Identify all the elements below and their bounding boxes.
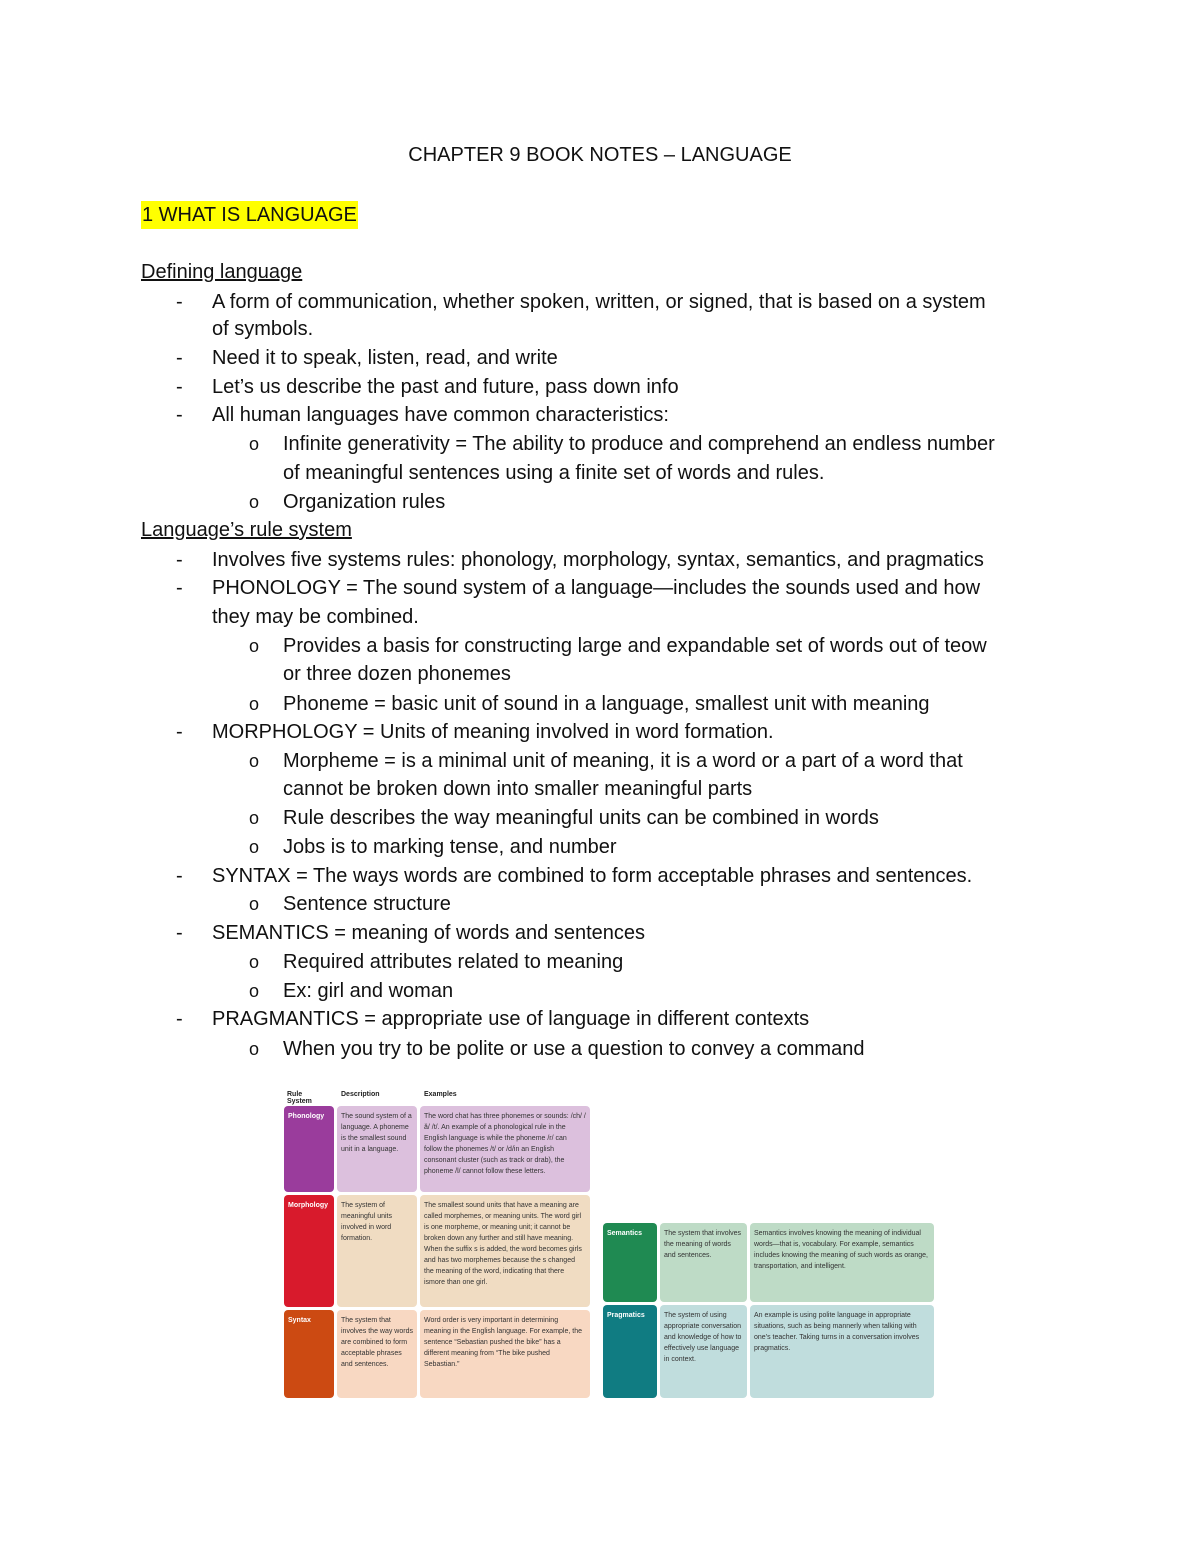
sub-bullet-text: Infinite generativity = The ability to produce and comprehend an endless number: [283, 433, 995, 455]
bullet-dash: -: [176, 922, 183, 944]
morphology-cell: Morphology: [284, 1195, 334, 1307]
column-header-examples: Examples: [424, 1091, 457, 1098]
sub-bullet: o: [249, 894, 260, 914]
bullet-text: SEMANTICS = meaning of words and sentences: [212, 922, 645, 944]
sub-bullet-text: When you try to be polite or use a question to convey a command: [283, 1038, 865, 1060]
bullet-text: SYNTAX = The ways words are combined to form acceptable phrases and sentences.: [212, 865, 973, 887]
sub-bullet: o: [249, 434, 260, 454]
semantics-example: Semantics involves knowing the meaning of individual words—that is, vocabulary. For example, semantics includes knowing the meaning of such words as orange, transportation, and intelligent.: [750, 1223, 934, 1302]
bullet-text: PHONOLOGY = The sound system of a language—includes the sounds used and how: [212, 577, 981, 599]
sub-bullet-text: of meaningful sentences using a finite set of words and rules.: [283, 462, 825, 484]
pragmatics-cell: Pragmatics: [603, 1305, 657, 1398]
sub-bullet: o: [249, 492, 260, 512]
phonology-example: The word chat has three phonemes or sounds: /ch/ /ă/ /t/. An example of a phonological rule in the English language is while the phoneme /r/ can follow the phonemes /t/ or /d/in an English consonant cluster (such as track or drab), the phoneme /l/ cannot follow these letters.: [420, 1106, 590, 1192]
pragmatics-description: The system of using appropriate conversation and knowledge of how to effectively use language in context.: [660, 1305, 747, 1398]
bullet-dash: -: [176, 404, 183, 426]
bullet-text: Involves five systems rules: phonology, morphology, syntax, semantics, and pragmatics: [212, 549, 984, 571]
defining-language-heading: Defining language: [141, 261, 303, 283]
bullet-dash: -: [176, 721, 183, 743]
bullet-dash: -: [176, 291, 183, 313]
sub-bullet: o: [249, 636, 260, 656]
bullet-dash: -: [176, 347, 183, 369]
column-header-description: Description: [341, 1091, 380, 1098]
pragmatics-example: An example is using polite language in appropriate situations, such as being mannerly when talking with one’s teacher. Taking turns in a conversation involves pragmatics.: [750, 1305, 934, 1398]
bullet-text: A form of communication, whether spoken, written, or signed, that is based on a system: [212, 291, 986, 313]
sub-bullet-text: Organization rules: [283, 491, 446, 513]
column-header-rule-system: Rule System: [287, 1091, 312, 1105]
phonology-cell: Phonology: [284, 1106, 334, 1192]
sub-bullet-text: Phoneme = basic unit of sound in a language, smallest unit with meaning: [283, 693, 930, 715]
bullet-dash: -: [176, 577, 183, 599]
bullet-text: All human languages have common characteristics:: [212, 404, 669, 426]
document-title: CHAPTER 9 BOOK NOTES – LANGUAGE: [408, 144, 792, 166]
section-heading: 1 WHAT IS LANGUAGE: [141, 201, 358, 229]
syntax-description: The system that involves the way words are combined to form acceptable phrases and sentences.: [337, 1310, 417, 1398]
bullet-dash: -: [176, 1008, 183, 1030]
sub-bullet-text: Rule describes the way meaningful units can be combined in words: [283, 807, 879, 829]
bullet-dash: -: [176, 549, 183, 571]
bullet-text: Let’s us describe the past and future, pass down info: [212, 376, 679, 398]
sub-bullet: o: [249, 694, 260, 714]
semantics-cell: Semantics: [603, 1223, 657, 1302]
bullet-dash: -: [176, 865, 183, 887]
sub-bullet-text: Morpheme = is a minimal unit of meaning, it is a word or a part of a word that: [283, 750, 963, 772]
bullet-text: PRAGMANTICS = appropriate use of language in different contexts: [212, 1008, 810, 1030]
sub-bullet: o: [249, 751, 260, 771]
sub-bullet: o: [249, 837, 260, 857]
sub-bullet-text: Jobs is to marking tense, and number: [283, 836, 617, 858]
morphology-example: The smallest sound units that have a meaning are called morphemes, or meaning units. The word girl is one morpheme, or meaning unit; it cannot be broken down any further and still have meaning. When the suffix s is added, the word becomes girls and has two morphemes because the s changed the meaning of the word, indicating that there ismore than one girl.: [420, 1195, 590, 1307]
sub-bullet-text: Sentence structure: [283, 893, 451, 915]
sub-bullet: o: [249, 1039, 260, 1059]
phonology-description: The sound system of a language. A phoneme is the smallest sound unit in a language.: [337, 1106, 417, 1192]
sub-bullet: o: [249, 952, 260, 972]
syntax-cell: Syntax: [284, 1310, 334, 1398]
sub-bullet-text: or three dozen phonemes: [283, 663, 511, 685]
morphology-description: The system of meaningful units involved in word formation.: [337, 1195, 417, 1307]
sub-bullet: o: [249, 981, 260, 1001]
sub-bullet: o: [249, 808, 260, 828]
bullet-dash: -: [176, 376, 183, 398]
sub-bullet-text: Provides a basis for constructing large and expandable set of words out of teow: [283, 635, 987, 657]
bullet-text: they may be combined.: [212, 606, 419, 628]
sub-bullet-text: Required attributes related to meaning: [283, 951, 624, 973]
syntax-example: Word order is very important in determining meaning in the English language. For example, the sentence “Sebastian pushed the bike” has a different meaning from “The bike pushed Sebastian.”: [420, 1310, 590, 1398]
bullet-text: MORPHOLOGY = Units of meaning involved in word formation.: [212, 721, 774, 743]
rule-system-heading: Language’s rule system: [141, 519, 352, 541]
semantics-description: The system that involves the meaning of words and sentences.: [660, 1223, 747, 1302]
bullet-text: Need it to speak, listen, read, and write: [212, 347, 558, 369]
sub-bullet-text: Ex: girl and woman: [283, 980, 454, 1002]
sub-bullet-text: cannot be broken down into smaller meaningful parts: [283, 778, 753, 800]
bullet-text: of symbols.: [212, 318, 314, 340]
